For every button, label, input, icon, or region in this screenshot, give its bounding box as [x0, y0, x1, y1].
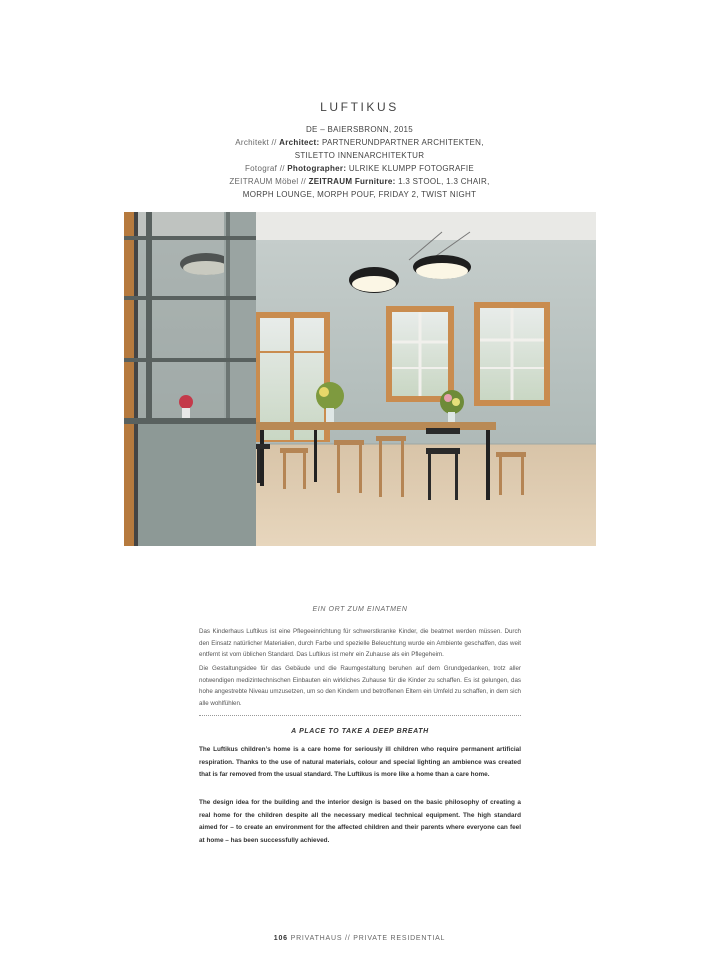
- english-subtitle: A PLACE TO TAKE A DEEP BREATH: [291, 728, 429, 735]
- interior-photo: [124, 212, 596, 546]
- english-paragraph-1: The Luftikus children’s home is a care home for seriously ill children who require permanent artificial respiration. Thanks to the use of natural materials, colour and special lighting an ambience was created that is far removed from the usual standard. The Luftikus is more like a home than a care home.: [199, 746, 521, 779]
- german-subtitle: EIN ORT ZUM EINATMEN: [312, 606, 408, 613]
- english-paragraph-2: The design idea for the building and the interior design is based on the basic philosophy of creating a real home for the children despite all the necessary medical technical equipment. The high standard aimed for – to create an environment for the affected children and their parents where everyone can feel at home – has been successfully achieved.: [199, 799, 521, 844]
- page-title: LUFTIKUS: [320, 100, 399, 114]
- german-paragraph-2: Die Gestaltungsidee für das Gebäude und die Raumgestaltung beruhen auf dem Grundgedanken, trotz aller notwendigen medizintechnischen Einbauten ein wirkliches Zuhause für die Kinder zu schaffen. Es ist gelungen, das hohe angestrebte Niveau umzusetzen, um so den Kindern und betroffenen Eltern ein Umfeld zu schaffen, in dem sich alle wohlfühlen.: [199, 665, 521, 707]
- location-line: DE – BAIERSBRONN, 2015: [305, 125, 414, 134]
- architect-line: Architekt // Architect: PARTNERUNDPARTNER ARCHITEKTEN,: [235, 138, 484, 147]
- photographer-line: Fotograf // Photographer: ULRIKE KLUMPP FOTOGRAFIE: [245, 164, 474, 173]
- footer-section: PRIVATHAUS // PRIVATE RESIDENTIAL: [287, 935, 446, 942]
- page-footer: [0, 935, 719, 942]
- page-number: 106: [273, 935, 288, 942]
- architect-line-2: STILETTO INNENARCHITEKTUR: [294, 151, 425, 160]
- furniture-line-2: MORPH LOUNGE, MORPH POUF, FRIDAY 2, TWIST NIGHT: [242, 190, 477, 199]
- german-paragraph-1: Das Kinderhaus Luftikus ist eine Pflegeeinrichtung für schwerstkranke Kinder, die beatmet werden müssen. Durch den Einsatz natürlicher Materialien, durch Farbe und spezielle Beleuchtung wurde ein Ambiente geschaffen, das weit entfernt ist vom üblichen Standard. Das Luftikus ist mehr ein Zuhause als ein Pflegeheim.: [199, 628, 521, 658]
- dotted-divider: [199, 715, 521, 716]
- project-meta: [0, 123, 719, 201]
- furniture-line: ZEITRAUM Möbel // ZEITRAUM Furniture: 1.3 STOOL, 1.3 CHAIR,: [229, 177, 490, 186]
